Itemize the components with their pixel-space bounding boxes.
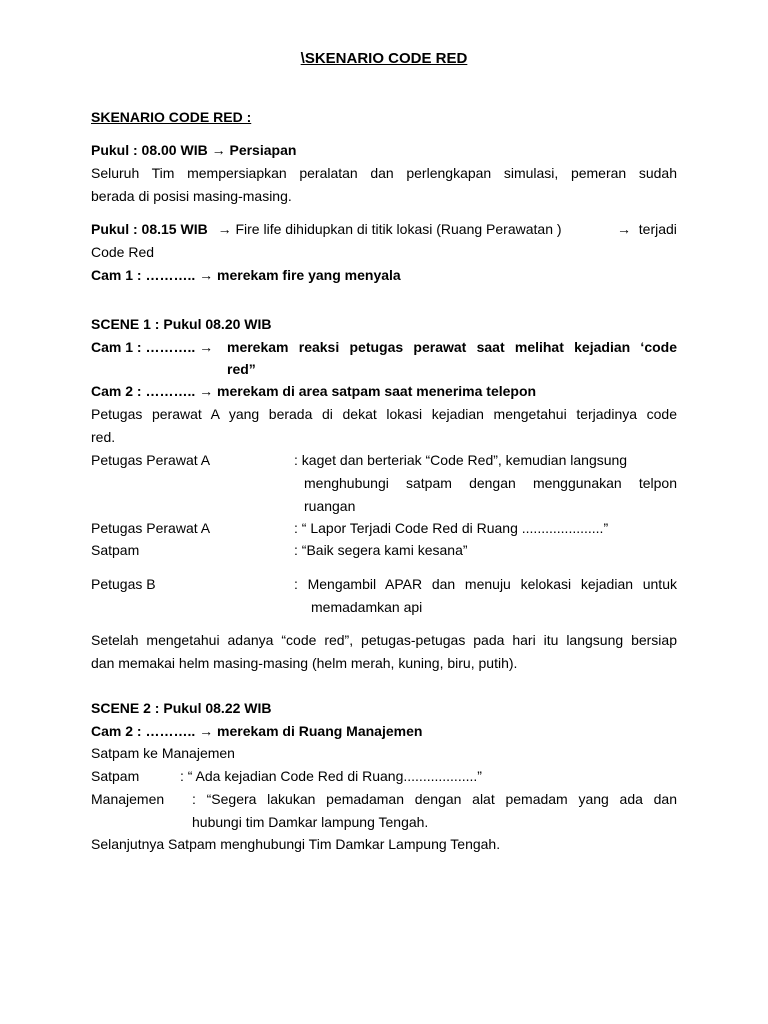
dialog-text: : Mengambil APAR dan menuju kelokasi kejadian untuk [294,576,677,592]
dialog-speaker: Satpam [91,542,140,558]
fire-result-text: terjadi [638,221,677,237]
dialog-speaker: Petugas Perawat A [91,452,211,468]
arrow-icon: → [199,383,214,399]
scene1-cam1-action-line2: red” [227,361,256,377]
scene1-after-line2: dan memakai helm masing-masing (helm merah, kuning, biru, putih). [91,655,518,671]
scene1-narr-line1: Petugas perawat A yang berada di dekat lokasi kejadian mengetahui terjadinya code [91,406,677,422]
cam-label: Cam 1 : ……….. [91,267,196,283]
arrow-icon: → [617,221,631,237]
scene2-cam2-line [91,722,422,740]
prep-time-label: Pukul : 08.00 WIB [91,142,208,158]
dialog-text: : “ Lapor Terjadi Code Red di Ruang .....................” [294,520,609,536]
scene2-sub: Satpam ke Manajemen [91,745,235,761]
document-title: \SKENARIO CODE RED [300,50,468,67]
fire-time-label: Pukul : 08.15 WIB [91,221,208,237]
dialog-speaker: Manajemen [91,791,165,807]
cam-label: Cam 1 : ……….. [91,339,196,355]
scene1-cam1-line [91,338,213,356]
prep-desc-line1: Seluruh Tim mempersiapkan peralatan dan perlengkapan simulasi, pemeran sudah [91,165,677,181]
dialog-text: : “Baik segera kami kesana” [294,542,468,558]
prep-desc-line2: berada di posisi masing-masing. [91,188,292,204]
arrow-icon: → [199,723,214,739]
dialog-speaker: Satpam [91,768,140,784]
scene1-after-line1: Setelah mengetahui adanya “code red”, petugas-petugas pada hari itu langsung bersiap [91,632,677,648]
fire-event: Fire life dihidupkan di titik lokasi (Ruang Perawatan ) [235,221,562,237]
dialog-text: : “ Ada kejadian Code Red di Ruang...................” [180,768,482,784]
dialog-speaker: Petugas B [91,576,156,592]
arrow-icon: → [199,267,214,283]
scene1-heading: SCENE 1 : Pukul 08.20 WIB [91,316,272,332]
arrow-icon: → [211,142,226,158]
cam-action: merekam fire yang menyala [217,267,401,283]
section-heading: SKENARIO CODE RED : [91,109,252,125]
arrow-icon: → [217,221,232,237]
prep-time-line [91,141,296,159]
cam-label: Cam 2 : ……….. [91,383,196,399]
dialog-text: ruangan [304,498,356,514]
fire-result [617,220,677,238]
scene1-cam2-line [91,382,536,400]
scene2-heading: SCENE 2 : Pukul 08.22 WIB [91,700,272,716]
scene2-closing: Selanjutnya Satpam menghubungi Tim Damkar Lampung Tengah. [91,836,501,852]
cam-action: merekam di area satpam saat menerima telepon [217,383,537,399]
dialog-text: memadamkan api [311,599,423,615]
cam-label: Cam 2 : ……….. [91,723,196,739]
prep-event: Persiapan [229,142,297,158]
dialog-text: hubungi tim Damkar lampung Tengah. [192,814,429,830]
fire-cam-line [91,266,401,284]
scene1-narr-line2: red. [91,429,116,445]
fire-line2: Code Red [91,244,155,260]
arrow-icon: → [199,339,214,355]
fire-time-line [91,220,677,238]
cam-action: merekam di Ruang Manajemen [217,723,423,739]
dialog-speaker: Petugas Perawat A [91,520,211,536]
scene1-cam1-action-line1: merekam reaksi petugas perawat saat melihat kejadian ‘code [227,339,677,355]
dialog-text: menghubungi satpam dengan menggunakan telpon [304,475,677,491]
dialog-text: : “Segera lakukan pemadaman dengan alat pemadam yang ada dan [192,791,677,807]
dialog-text: : kaget dan berteriak “Code Red”, kemudian langsung [294,452,628,468]
